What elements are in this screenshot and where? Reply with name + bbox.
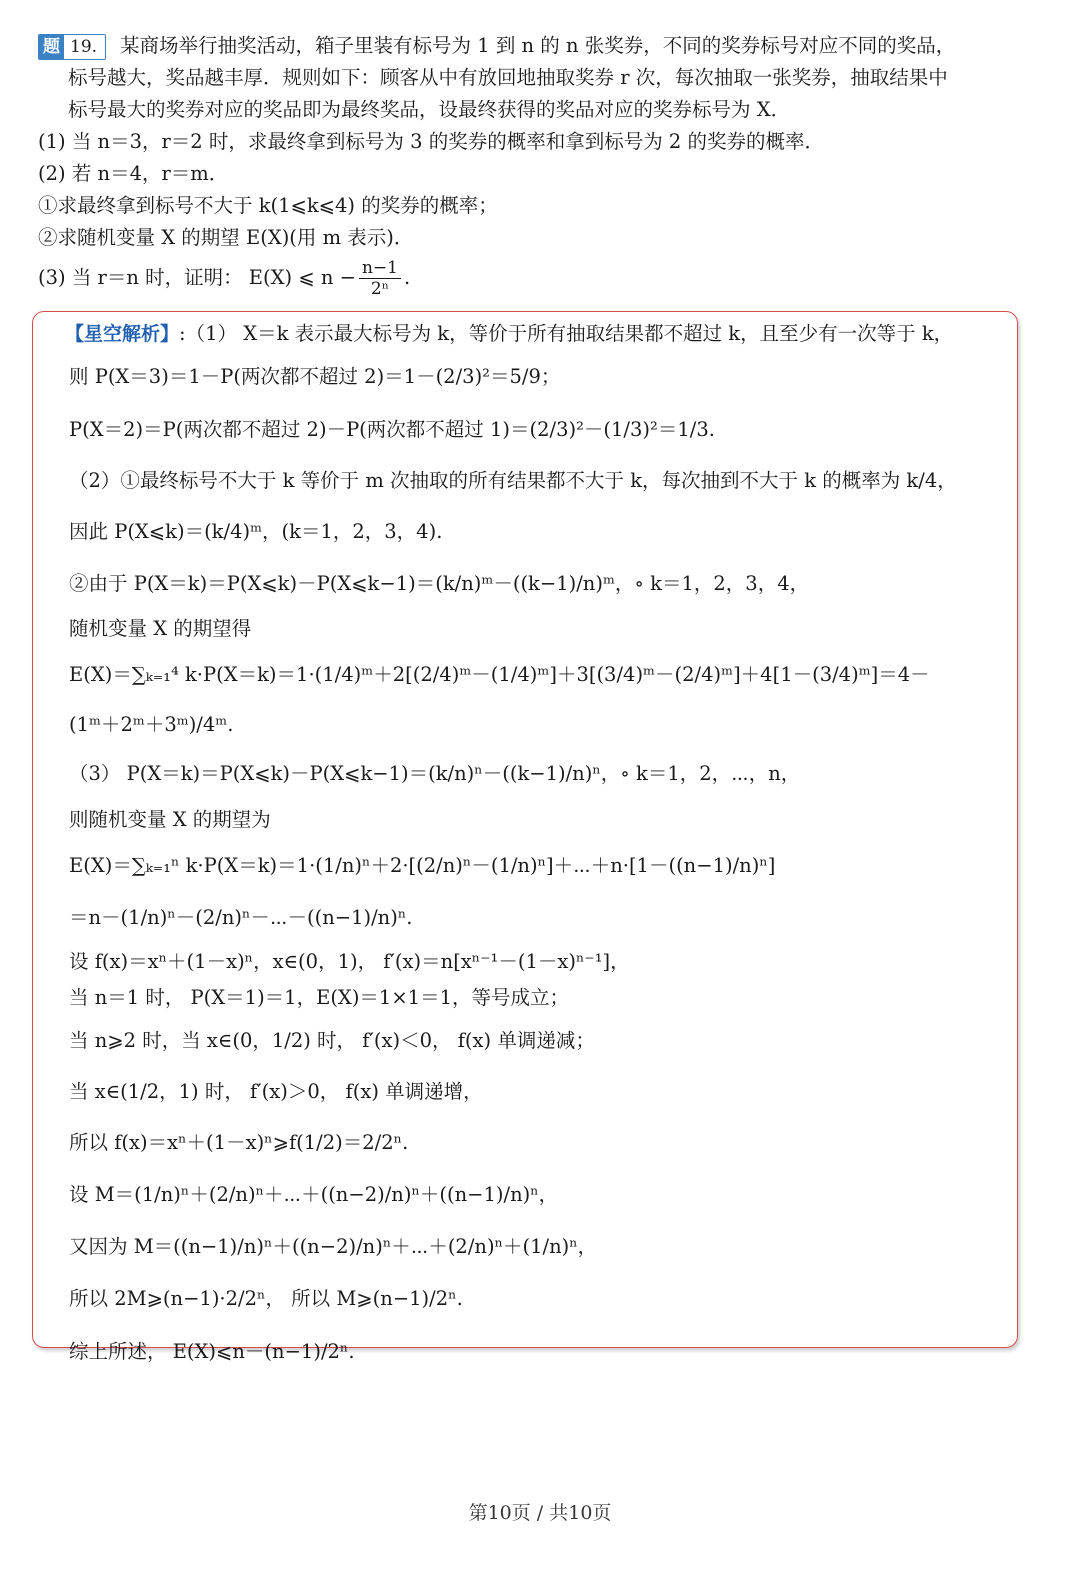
solution-content [65, 316, 1009, 1376]
question-part-3 [38, 254, 1048, 302]
solution-text: :（1） X＝k 表示最大标号为 k，等价于所有抽取结果都不超过 k，且至少有一次等于 k， [179, 322, 954, 345]
solution-line: E(X)＝∑ₖ₌₁⁴ k·P(X＝k)＝1·(1/4)ᵐ＋2[(2/4)ᵐ－(1/4)ᵐ]＋3[(3/4)ᵐ－(2/4)ᵐ]＋4[1－(3/4)ᵐ]＝4－ [69, 663, 930, 686]
solution-line: ②由于 P(X＝k)＝P(X⩽k)－P(X⩽k−1)＝(k/n)ᵐ－((k−1)/n)ᵐ，∘ k＝1，2，3，4， [69, 572, 810, 595]
page-footer: 第10页 / 共10页 [468, 1502, 612, 1524]
solution-box [32, 311, 1018, 1363]
solution-line: (1ᵐ＋2ᵐ＋3ᵐ)/4ᵐ. [69, 713, 234, 736]
solution-line: 则 P(X＝3)＝1－P(两次都不超过 2)＝1－(2/3)²＝5/9； [69, 365, 561, 388]
solution-line: 又因为 M＝((n−1)/n)ⁿ＋((n−2)/n)ⁿ＋⋯＋(2/n)ⁿ＋(1/n)ⁿ， [69, 1235, 598, 1258]
solution-label: 【星空解析】 [65, 322, 180, 345]
solution-line: 当 x∈(1/2，1) 时， f′(x)＞0， f(x) 单调递增， [69, 1080, 483, 1103]
solution-line: 所以 f(x)＝xⁿ＋(1－x)ⁿ⩾f(1/2)＝2/2ⁿ. [69, 1131, 409, 1154]
question-part-2a: ①求最终拿到标号不大于 k(1⩽k⩽4) 的奖券的概率； [38, 194, 498, 217]
problem-line [38, 30, 1048, 62]
solution-line: 则随机变量 X 的期望为 [69, 808, 271, 831]
solution-line: 因此 P(X⩽k)＝(k/4)ᵐ，(k＝1，2，3，4). [69, 520, 443, 543]
q3-suffix: . [403, 266, 411, 289]
question-part-1: (1) 当 n＝3，r＝2 时，求最终拿到标号为 3 的奖券的概率和拿到标号为 2 的奖券的概率． [38, 130, 825, 153]
solution-line: 设 M＝(1/n)ⁿ＋(2/n)ⁿ＋⋯＋((n−2)/n)ⁿ＋((n−1)/n)ⁿ， [69, 1183, 559, 1206]
question-tag [38, 34, 106, 60]
q3-prefix: (3) 当 r＝n 时，证明： E(X) ⩽ n − [38, 266, 356, 289]
solution-line: 综上所述， E(X)⩽n－(n−1)/2ⁿ. [69, 1340, 355, 1363]
solution-line: 设 f(x)＝xⁿ＋(1－x)ⁿ，x∈(0，1)， f′(x)＝n[xⁿ⁻¹－(1－x)ⁿ⁻¹]， [69, 950, 630, 973]
question-tag-label: 题 [39, 35, 64, 59]
solution-line: P(X＝2)＝P(两次都不超过 2)－P(两次都不超过 1)＝(2/3)²－(1/3)²＝1/3. [69, 418, 715, 441]
q3-fraction-denominator: 2ⁿ [370, 278, 390, 299]
solution-line: 当 n⩾2 时，当 x∈(0，1/2) 时， f′(x)＜0， f(x) 单调递减； [69, 1029, 595, 1052]
solution-line: E(X)＝∑ₖ₌₁ⁿ k·P(X＝k)＝1·(1/n)ⁿ＋2·[(2/n)ⁿ－(1/n)ⁿ]＋⋯＋n·[1－((n−1)/n)ⁿ] [69, 854, 776, 877]
solution-line: ＝n－(1/n)ⁿ－(2/n)ⁿ－⋯－((n−1)/n)ⁿ. [69, 906, 413, 929]
q3-fraction-numerator: n−1 [359, 258, 401, 279]
solution-line [65, 316, 1009, 348]
problem-line: 标号越大，奖品越丰厚．规则如下：顾客从中有放回地抽取奖券 r 次，每次抽取一张奖券，抽取结果中 [68, 66, 948, 89]
problem-line: 标号最大的奖券对应的奖品即为最终奖品，设最终获得的奖品对应的奖券标号为 X． [68, 98, 791, 121]
problem-statement [38, 30, 1048, 302]
solution-line: （2）①最终标号不大于 k 等价于 m 次抽取的所有结果都不大于 k，每次抽到不大于 k 的概率为 k/4， [69, 469, 957, 492]
problem-text: 某商场举行抽奖活动，箱子里装有标号为 1 到 n 的 n 张奖券，不同的奖券标号对应不同的奖品， [120, 34, 956, 57]
solution-line: 所以 2M⩾(n−1)·2/2ⁿ， 所以 M⩾(n−1)/2ⁿ. [69, 1287, 463, 1310]
question-part-2b: ②求随机变量 X 的期望 E(X)(用 m 表示)． [38, 226, 414, 249]
solution-line: 当 n＝1 时， P(X＝1)＝1，E(X)＝1×1＝1，等号成立； [69, 986, 569, 1009]
solution-line: （3） P(X＝k)＝P(X⩽k)－P(X⩽k−1)＝(k/n)ⁿ－((k−1)/n)ⁿ，∘ k＝1，2，⋯，n， [69, 762, 801, 785]
solution-line: 随机变量 X 的期望得 [69, 617, 252, 640]
question-number: 19. [70, 36, 98, 57]
question-part-2: (2) 若 n＝4，r＝m． [38, 162, 229, 185]
q3-fraction [359, 258, 401, 299]
